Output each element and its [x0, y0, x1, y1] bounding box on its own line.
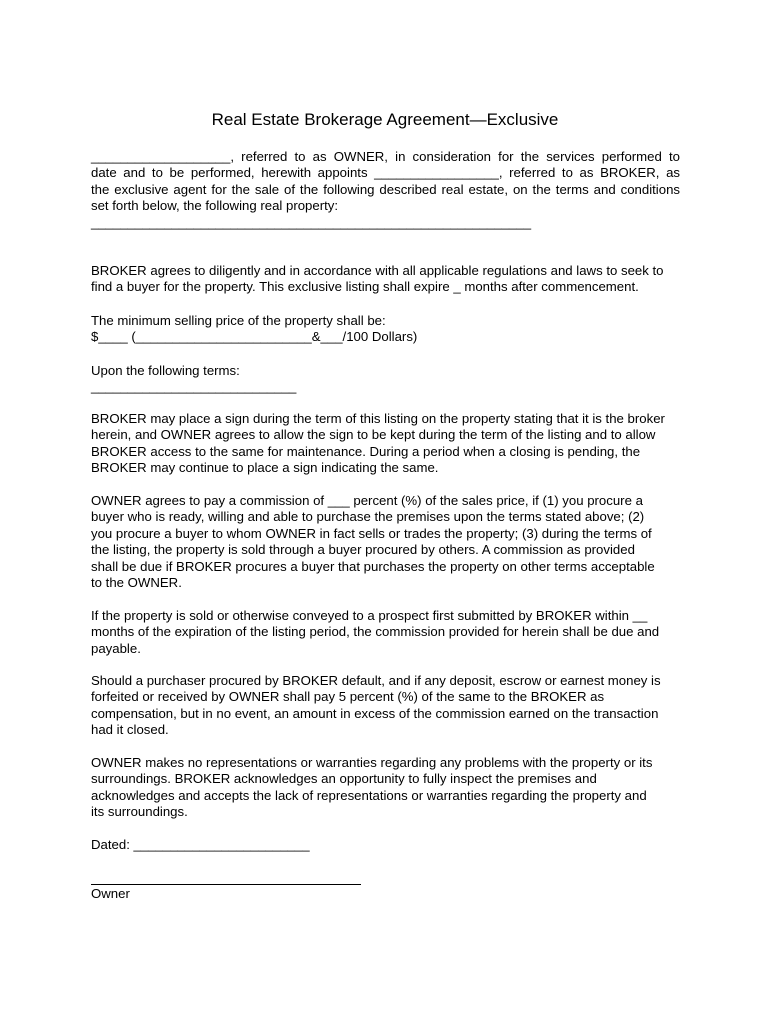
intro-line: ___________________, referred to as OWNER, in consideration for the services performed to — [91, 149, 680, 164]
default-clause-line: forfeited or received by OWNER shall pay 5 percent (%) of the same to the BROKER as — [91, 689, 605, 705]
property-line: ____________________________________________________________ — [91, 215, 532, 230]
default-clause-line: had it closed. — [91, 722, 169, 738]
owner-signature-line — [91, 884, 361, 885]
broker-agrees-line: BROKER agrees to diligently and in accordance with all applicable regulations and laws to seek to — [91, 263, 664, 278]
owner-label: Owner — [91, 886, 130, 901]
default-clause-paragraph — [91, 673, 680, 739]
sign-clause-line: herein, and OWNER agrees to allow the sign to be kept during the term of the listing and to allow — [91, 427, 656, 443]
representations-clause-line: surroundings. BROKER acknowledges an opportunity to fully inspect the premises and — [91, 771, 597, 787]
minimum-price-label: The minimum selling price of the property shall be: — [91, 313, 386, 328]
intro-paragraph — [91, 149, 680, 215]
representations-clause-line: acknowledges and accepts the lack of representations or warranties regarding the property and — [91, 787, 647, 803]
prospect-clause-line: months of the expiration of the listing period, the commission provided for herein shall be due and — [91, 624, 660, 640]
commission-clause-line: buyer who is ready, willing and able to purchase the premises upon the terms stated above; (2) — [91, 509, 645, 525]
commission-clause-line: shall be due if BROKER procures a buyer that purchases the property on other terms acceptable — [91, 558, 655, 574]
terms-paragraph — [91, 363, 680, 396]
intro-line: set forth below, the following real property: — [91, 198, 339, 214]
prospect-clause-line: payable. — [91, 640, 141, 656]
minimum-price-paragraph — [91, 313, 680, 346]
commission-clause-line: the listing, the property is sold through a buyer procured by others. A commission as provided — [91, 542, 635, 558]
representations-clause-line: OWNER makes no representations or warranties regarding any problems with the property or its — [91, 755, 653, 770]
document-title: Real Estate Brokerage Agreement—Exclusive — [211, 110, 559, 129]
broker-agrees-line: find a buyer for the property. This exclusive listing shall expire _ months after commencement. — [91, 279, 639, 295]
sign-clause-paragraph — [91, 411, 680, 477]
representations-clause-line: its surroundings. — [91, 804, 188, 820]
prospect-clause-line: If the property is sold or otherwise conveyed to a prospect first submitted by BROKER within __ — [91, 608, 648, 623]
terms-label: Upon the following terms: — [91, 363, 240, 378]
sign-clause-line: BROKER access to the same for maintenance. During a period when a closing is pending, the — [91, 443, 641, 459]
minimum-price-amount: $____ (________________________&___/100 Dollars) — [91, 329, 418, 345]
default-clause-line: compensation, but in no event, an amount in excess of the commission earned on the transaction — [91, 705, 659, 721]
dated-field: Dated: ________________________ — [91, 837, 310, 852]
sign-clause-line: BROKER may continue to place a sign indicating the same. — [91, 460, 439, 476]
terms-blank-line: ____________________________ — [91, 379, 297, 395]
broker-agrees-paragraph — [91, 263, 680, 296]
commission-clause-line: OWNER agrees to pay a commission of ___ percent (%) of the sales price, if (1) you procure a — [91, 493, 643, 508]
representations-clause-paragraph — [91, 755, 680, 821]
prospect-clause-paragraph — [91, 608, 680, 657]
commission-clause-paragraph — [91, 493, 680, 591]
sign-clause-line: BROKER may place a sign during the term of this listing on the property stating that it is the broker — [91, 411, 665, 426]
intro-line: date and to be performed, herewith appoints _________________, referred to as BROKER, as — [91, 165, 680, 181]
commission-clause-line: you procure a buyer to whom OWNER in fact sells or trades the property; (3) during the terms of — [91, 525, 652, 541]
default-clause-line: Should a purchaser procured by BROKER default, and if any deposit, escrow or earnest money is — [91, 673, 661, 688]
commission-clause-line: to the OWNER. — [91, 575, 182, 591]
intro-line: the exclusive agent for the sale of the following described real estate, on the terms and conditions — [91, 181, 680, 197]
